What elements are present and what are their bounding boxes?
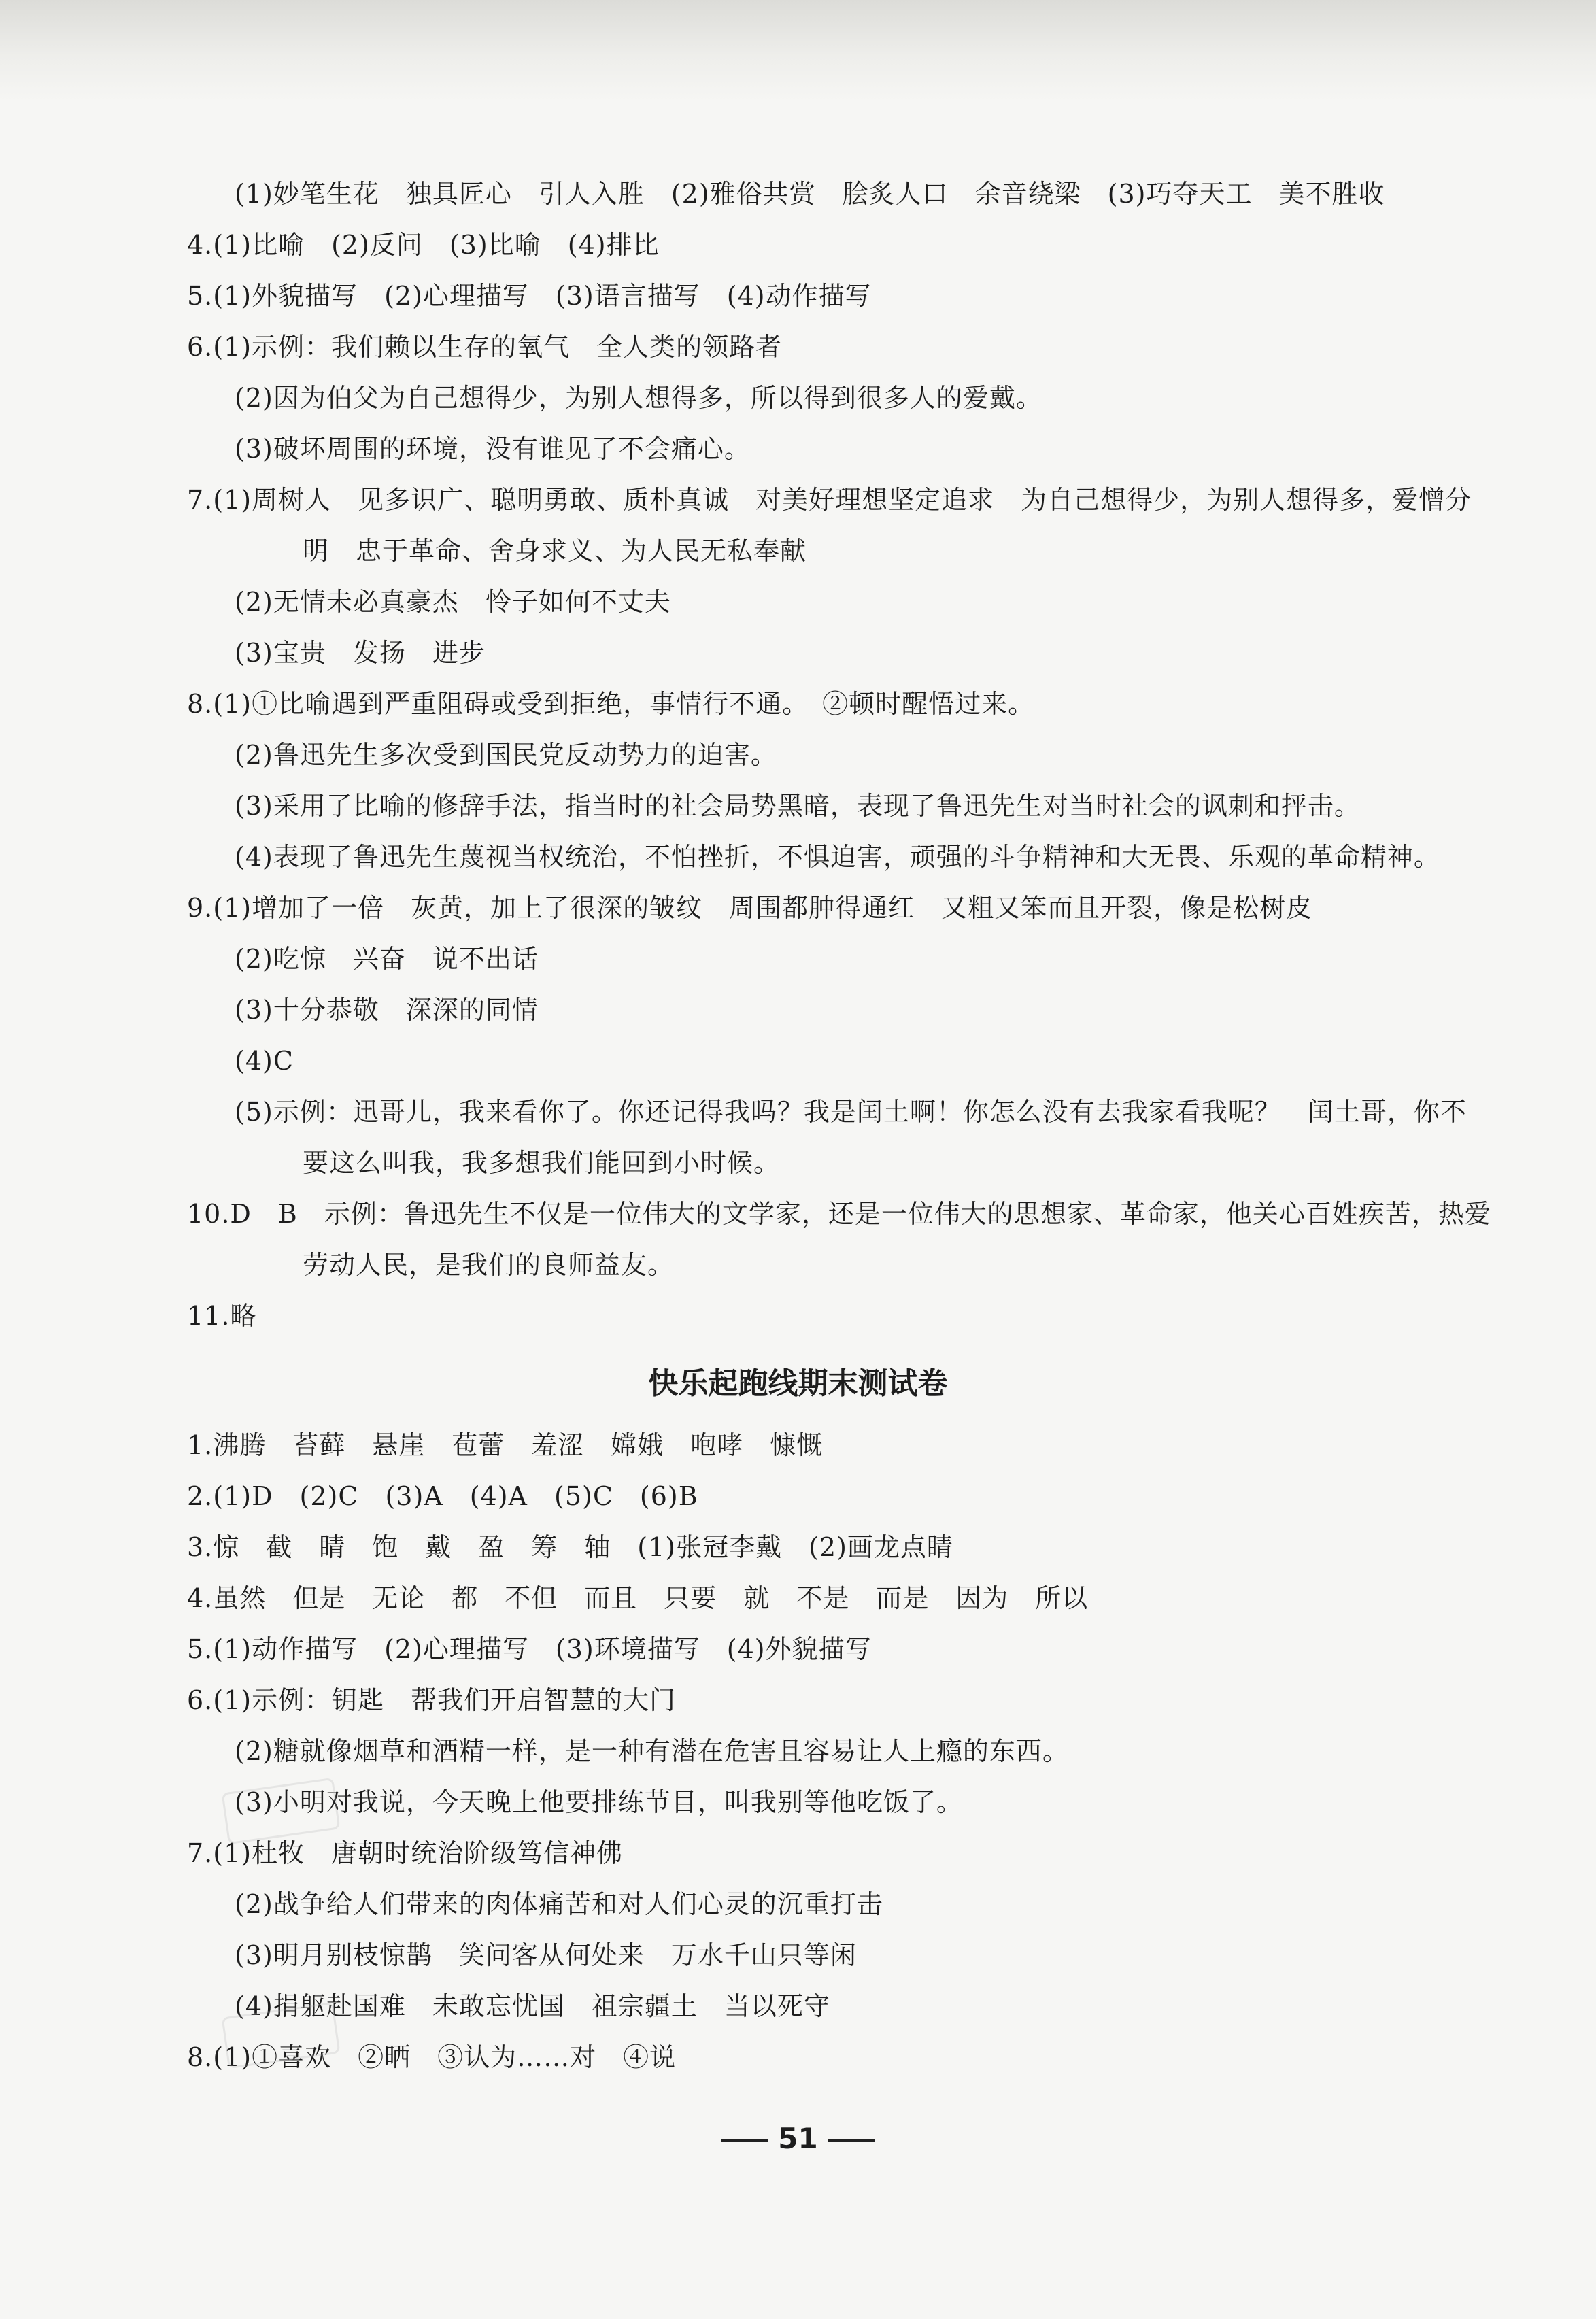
page-number: 51 [778, 2122, 818, 2155]
footer-dash-left [721, 2139, 768, 2142]
answer-line: 6.(1)示例：钥匙 帮我们开启智慧的大门 [187, 1685, 677, 1715]
answer-line: 2.(1)D (2)C (3)A (4)A (5)C (6)B [187, 1481, 698, 1511]
answers-part-1 [0, 177, 1596, 1350]
page-footer [0, 2122, 1596, 2155]
section-title: 快乐起跑线期末测试卷 [648, 1366, 948, 1401]
answer-line: (2)战争给人们带来的肉体痛苦和对人们心灵的沉重打击 [235, 1889, 883, 1919]
answer-line: (2)吃惊 兴奋 说不出话 [235, 944, 539, 974]
answer-line: (2)鲁迅先生多次受到国民党反动势力的迫害。 [235, 740, 777, 770]
answer-line: 10.D B 示例：鲁迅先生不仅是一位伟大的文学家，还是一位伟大的思想家、革命家，他关心百姓疾苦，热爱 [187, 1199, 1491, 1229]
answer-line: 1.沸腾 苔藓 悬崖 苞蕾 羞涩 嫦娥 咆哮 慷慨 [187, 1430, 824, 1460]
answer-line: 9.(1)增加了一倍 灰黄，加上了很深的皱纹 周围都肿得通红 又粗又笨而且开裂，像是松树皮 [187, 893, 1313, 923]
answer-line: 5.(1)外貌描写 (2)心理描写 (3)语言描写 (4)动作描写 [187, 281, 872, 311]
answer-line: (2)糖就像烟草和酒精一样，是一种有潜在危害且容易让人上瘾的东西。 [235, 1736, 1069, 1766]
footer-dash-right [828, 2139, 875, 2142]
answer-line: (2)因为伯父为自己想得少，为别人想得多，所以得到很多人的爱戴。 [235, 383, 1042, 413]
answer-line: 4.虽然 但是 无论 都 不但 而且 只要 就 不是 而是 因为 所以 [187, 1583, 1089, 1613]
answer-line: 5.(1)动作描写 (2)心理描写 (3)环境描写 (4)外貌描写 [187, 1634, 872, 1664]
answer-line: 4.(1)比喻 (2)反问 (3)比喻 (4)排比 [187, 230, 660, 260]
answer-line: (2)无情未必真豪杰 怜子如何不丈夫 [235, 587, 671, 617]
answer-line: (3)明月别枝惊鹊 笑问客从何处来 万水千山只等闲 [235, 1940, 857, 1970]
answer-line: (1)妙笔生花 独具匠心 引人入胜 (2)雅俗共赏 脍炙人口 余音绕梁 (3)巧夺天工 美不胜收 [235, 179, 1385, 209]
answer-line: (3)破坏周围的环境，没有谁见了不会痛心。 [235, 434, 751, 464]
answer-line: (3)十分恭敬 深深的同情 [235, 995, 539, 1025]
answer-line: 要这么叫我，我多想我们能回到小时候。 [303, 1148, 781, 1178]
answer-line: 7.(1)杜牧 唐朝时统治阶级笃信神佛 [187, 1838, 624, 1868]
answer-line: 7.(1)周树人 见多识广、聪明勇敢、质朴真诚 对美好理想坚定追求 为自己想得少，为别人想得多，爱憎分 [187, 485, 1472, 515]
scan-top-shadow [0, 0, 1596, 102]
answer-line: (3)宝贵 发扬 进步 [235, 638, 486, 668]
answer-line: 11.略 [187, 1301, 257, 1331]
answer-line: (4)捐躯赴国难 未敢忘忧国 祖宗疆土 当以死守 [235, 1991, 830, 2021]
answer-line: (3)采用了比喻的修辞手法，指当时的社会局势黑暗，表现了鲁迅先生对当时社会的讽刺和抨击。 [235, 791, 1361, 821]
answer-line: 8.(1)①比喻遇到严重阻碍或受到拒绝，事情行不通。 ②顿时醒悟过来。 [187, 689, 1035, 719]
answer-line: (3)小明对我说，今天晚上他要排练节目，叫我别等他吃饭了。 [235, 1787, 963, 1817]
answers-part-2 [0, 1428, 1596, 2091]
answer-line: 8.(1)①喜欢 ②晒 ③认为……对 ④说 [187, 2042, 677, 2072]
answer-line: (4)C [235, 1046, 294, 1076]
answer-line: 6.(1)示例：我们赖以生存的氧气 全人类的领路者 [187, 332, 783, 362]
answer-line: (5)示例：迅哥儿，我来看你了。你还记得我吗？我是闰土啊！你怎么没有去我家看我呢？ 闰土哥，你不 [235, 1097, 1467, 1127]
answer-line: 明 忠于革命、舍身求义、为人民无私奉献 [303, 536, 807, 566]
answer-line: 劳动人民，是我们的良师益友。 [303, 1250, 675, 1280]
answer-line: (4)表现了鲁迅先生蔑视当权统治，不怕挫折，不惧迫害，顽强的斗争精神和大无畏、乐观的革命精神。 [235, 842, 1440, 872]
answer-line: 3.惊 截 睛 饱 戴 盈 筹 轴 (1)张冠李戴 (2)画龙点睛 [187, 1532, 953, 1562]
